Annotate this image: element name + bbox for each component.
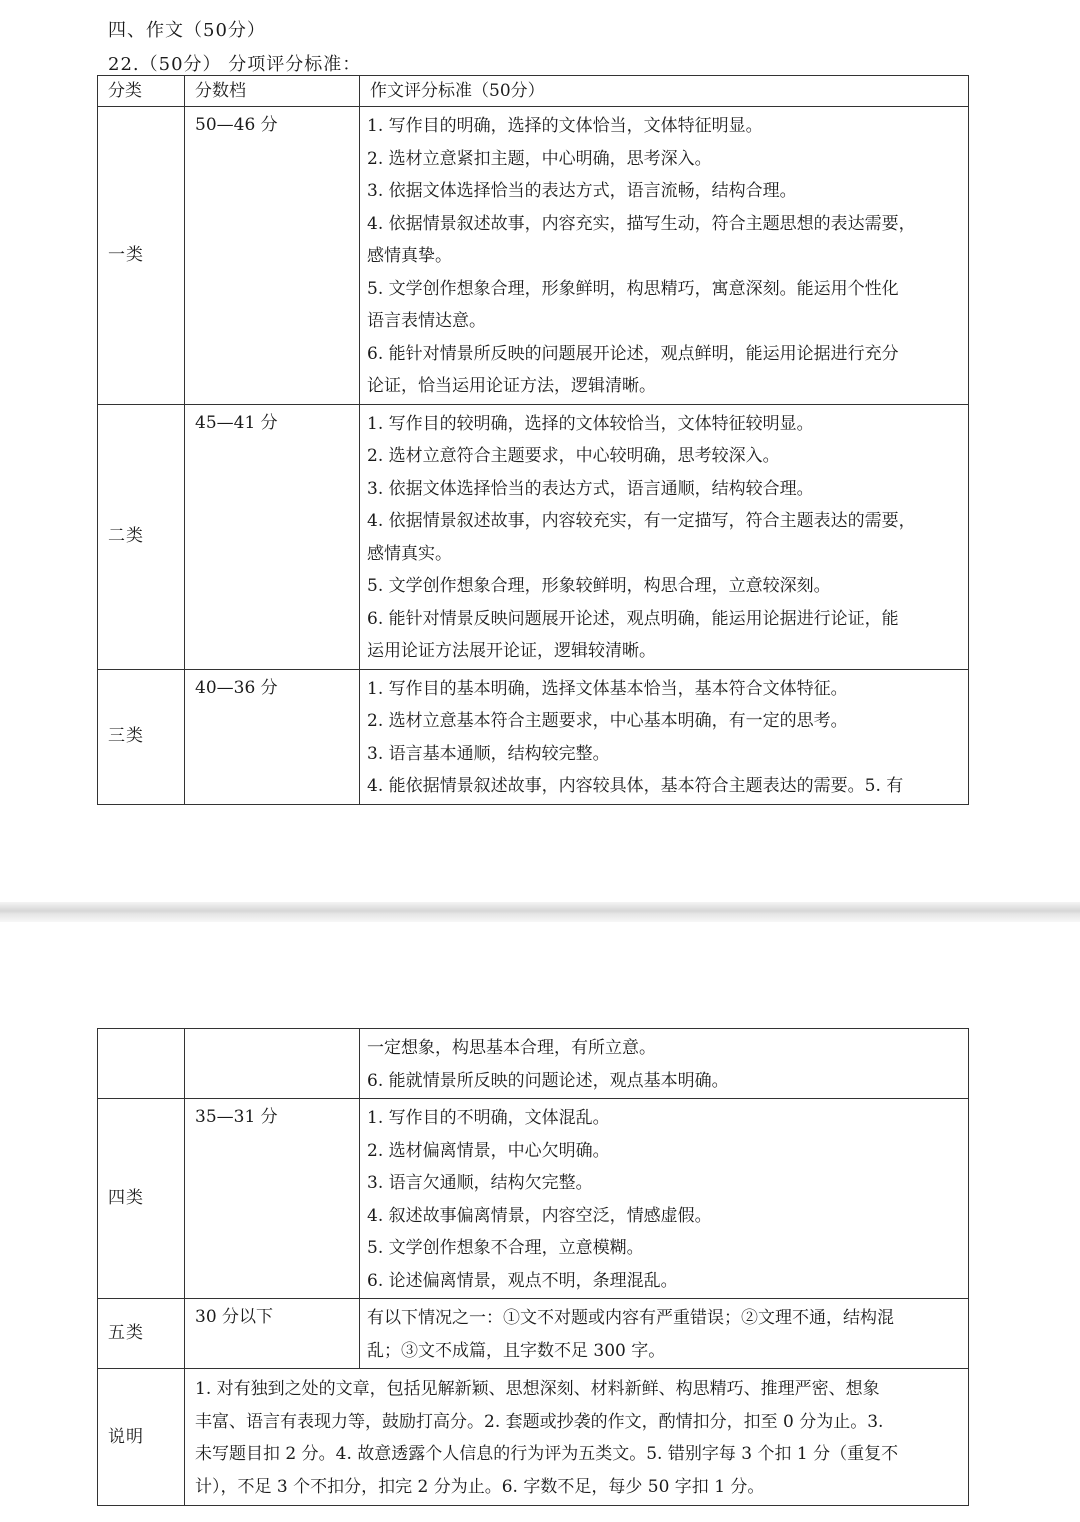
criteria-line: 5. 文学创作想象合理，形象较鲜明，构思合理，立意较深刻。 — [367, 576, 831, 596]
criteria-line: 感情真实。 — [367, 543, 452, 564]
table-header-row — [98, 76, 969, 107]
criteria-line: 6. 能针对情景反映问题展开论述，观点明确，能运用论据进行论证，能 — [367, 608, 899, 629]
criteria-line: 感情真挚。 — [367, 246, 452, 266]
notes-category-cell: 说明 — [98, 1369, 185, 1506]
page-2 — [0, 922, 1080, 1522]
criteria-cell — [360, 1099, 969, 1299]
criteria-cell — [360, 404, 969, 669]
criteria-line: 有以下情况之一：①文不对题或内容有严重错误；②文理不通，结构混 — [367, 1308, 894, 1328]
criteria-line: 一定想象，构思基本合理，有所立意。 — [367, 1038, 656, 1058]
table-row — [98, 669, 969, 804]
criteria-line: 1. 写作目的明确，选择的文体恰当，文体特征明显。 — [367, 116, 763, 136]
criteria-line: 1. 写作目的基本明确，选择文体基本恰当，基本符合文体特征。 — [367, 678, 848, 699]
criteria-line: 2. 选材立意紧扣主题，中心明确，思考深入。 — [367, 148, 712, 169]
criteria-line: 4. 叙述故事偏离情景，内容空泛，情感虚假。 — [367, 1205, 712, 1226]
table-row — [98, 1299, 969, 1369]
criteria-line: 2. 选材立意符合主题要求，中心较明确，思考较深入。 — [367, 446, 780, 466]
criteria-line: 3. 语言欠通顺，结构欠完整。 — [367, 1173, 593, 1193]
criteria-line: 6. 论述偏离情景，观点不明，条理混乱。 — [367, 1270, 678, 1291]
category-cell: 二类 — [98, 404, 185, 669]
criteria-line: 3. 语言基本通顺，结构较完整。 — [367, 743, 610, 764]
criteria-line: 3. 依据文体选择恰当的表达方式，语言流畅，结构合理。 — [367, 181, 797, 201]
criteria-line: 4. 能依据情景叙述故事，内容较具体，基本符合主题表达的需要。5. 有 — [367, 776, 904, 796]
criteria-line: 2. 选材偏离情景，中心欠明确。 — [367, 1140, 610, 1161]
criteria-line: 1. 写作目的较明确，选择的文体较恰当，文体特征较明显。 — [367, 413, 814, 434]
table-row-continuation — [98, 1029, 969, 1099]
criteria-line: 6. 能针对情景所反映的问题展开论述，观点鲜明，能运用论据进行充分 — [367, 343, 899, 364]
criteria-line: 语言表情达意。 — [367, 311, 486, 331]
criteria-cell — [360, 1299, 969, 1369]
category-cell: 一类 — [98, 107, 185, 405]
table-row — [98, 107, 969, 405]
question-label: 22.（50分） 分项评分标准： — [108, 54, 362, 75]
criteria-cell — [360, 107, 969, 405]
criteria-line: 4. 依据情景叙述故事，内容较充实，有一定描写，符合主题表达的需要， — [367, 511, 916, 531]
criteria-line: 乱；③文不成篇，且字数不足 300 字。 — [367, 1340, 666, 1361]
rubric-table-page2 — [97, 1028, 969, 1506]
notes-line: 丰富、语言有表现力等，鼓励打高分。2. 套题或抄袭的作文，酌情扣分，扣至 0 分为止。3. — [195, 1411, 884, 1432]
criteria-line: 论证，恰当运用论证方法，逻辑清晰。 — [367, 376, 656, 396]
header-category: 分类 — [98, 76, 185, 107]
criteria-line: 5. 文学创作想象合理，形象鲜明，构思精巧，寓意深刻。能运用个性化 — [367, 278, 899, 299]
score-band-cell: 35—31 分 — [185, 1099, 360, 1299]
criteria-line: 6. 能就情景所反映的问题论述，观点基本明确。 — [367, 1070, 729, 1091]
table-row — [98, 1099, 969, 1299]
score-band-cell: 40—36 分 — [185, 669, 360, 804]
category-cell: 四类 — [98, 1099, 185, 1299]
notes-line: 计），不足 3 个不扣分，扣完 2 分为止。6. 字数不足，每少 50 字扣 1 分。 — [195, 1476, 765, 1497]
rubric-table-page1 — [97, 75, 969, 805]
notes-row — [98, 1369, 969, 1506]
criteria-cell — [360, 1029, 969, 1099]
page-separator — [0, 902, 1080, 922]
notes-line: 未写题目扣 2 分。4. 故意透露个人信息的行为评为五类文。5. 错别字每 3 个扣 1 分（重复不 — [195, 1444, 899, 1464]
criteria-cell — [360, 669, 969, 804]
criteria-line: 4. 依据情景叙述故事，内容充实，描写生动，符合主题思想的表达需要， — [367, 213, 916, 234]
empty-band-cell — [185, 1029, 360, 1099]
notes-line: 1. 对有独到之处的文章，包括见解新颖、思想深刻、材料新鲜、构思精巧、推理严密、想象 — [195, 1379, 880, 1399]
criteria-line: 5. 文学创作想象不合理，立意模糊。 — [367, 1238, 644, 1258]
criteria-line: 2. 选材立意基本符合主题要求，中心基本明确，有一定的思考。 — [367, 711, 848, 731]
empty-category-cell — [98, 1029, 185, 1099]
score-band-cell: 30 分以下 — [185, 1299, 360, 1369]
criteria-line: 1. 写作目的不明确，文体混乱。 — [367, 1108, 610, 1128]
category-cell: 三类 — [98, 669, 185, 804]
header-band: 分数档 — [185, 76, 360, 107]
criteria-line: 3. 依据文体选择恰当的表达方式，语言通顺，结构较合理。 — [367, 478, 814, 499]
notes-cell — [185, 1369, 969, 1506]
criteria-line: 运用论证方法展开论证，逻辑较清晰。 — [367, 641, 656, 661]
category-cell: 五类 — [98, 1299, 185, 1369]
header-criteria: 作文评分标准（50分） — [360, 76, 969, 107]
section-title: 四、作文（50分） — [108, 20, 266, 41]
score-band-cell: 45—41 分 — [185, 404, 360, 669]
table-row — [98, 404, 969, 669]
score-band-cell: 50—46 分 — [185, 107, 360, 405]
